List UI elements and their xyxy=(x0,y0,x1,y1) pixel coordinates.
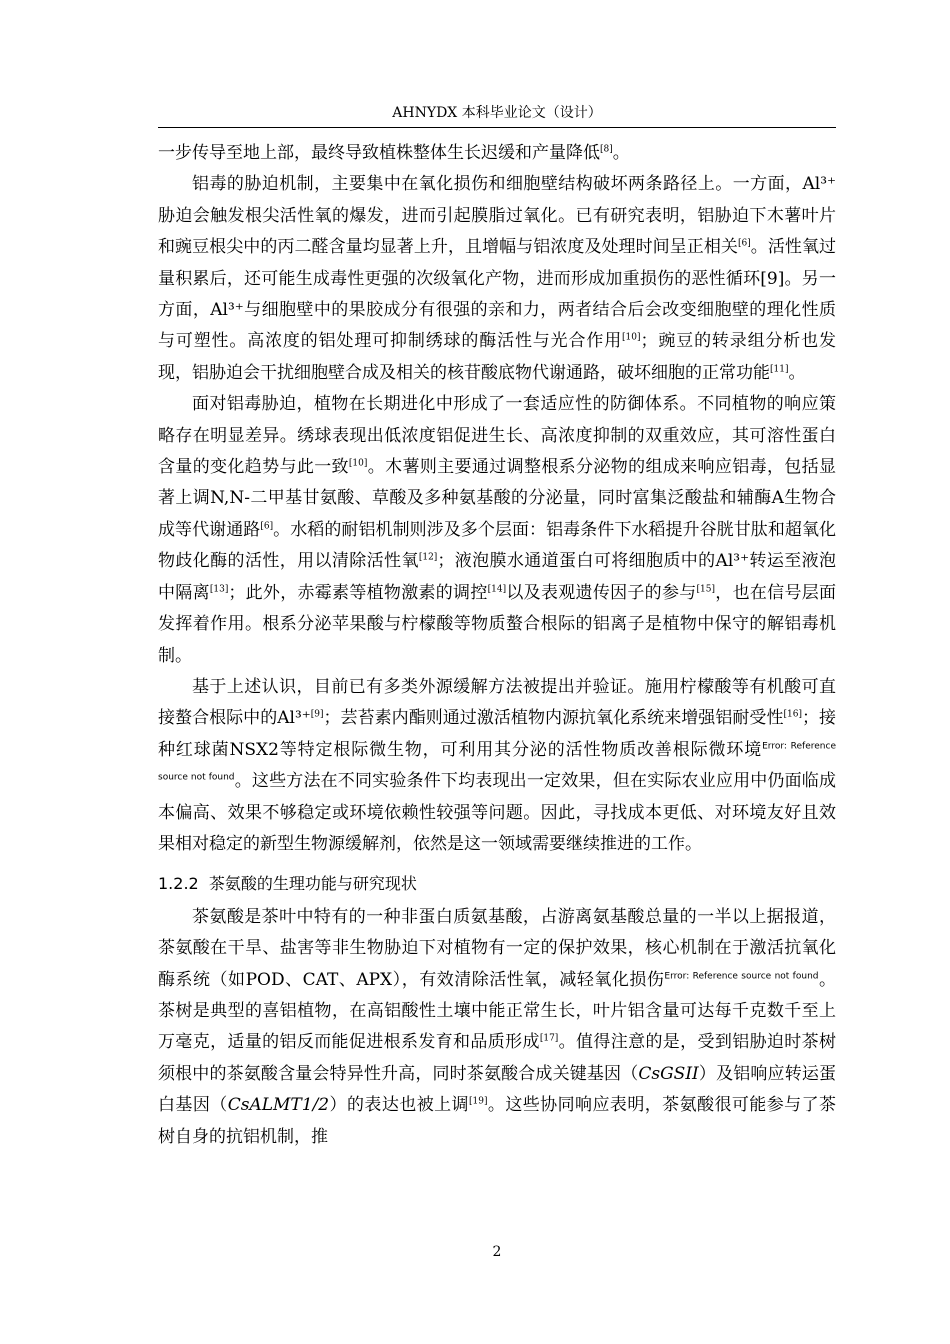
citation: [14] xyxy=(487,584,507,595)
paragraph-theanine: 茶氨酸是茶叶中特有的一种非蛋白质氨基酸，占游离氨基酸总量的一半以上据报道，茶氨酸在干旱、盐害等非生物胁迫下对植物有一定的保护效果，核心机制在于激活抗氧化酶系统（如POD、CAT、APX），有效清除活性氧，减轻氧化损伤$^{Error: Reference source not found}$。茶树是典型的喜铝植物，在高铝酸性土壤中能正常生长，叶片铝含量可达每千克数千至上万毫克，适量的铝反而能促进根系发育和品质形成[17]。值得注意的是，受到铝胁迫时茶树须根中的茶氨酸含量会特异性升高，同时茶氨酸合成关键基因（CsGSII）及铝响应转运蛋白基因（CsALMT1/2）的表达也被上调[19]。这些协同响应表明，茶氨酸很可能参与了茶树自身的抗铝机制，推 xyxy=(158,906,837,1147)
gene-name: CsALMT1/2 xyxy=(227,1095,330,1116)
page-number: 2 xyxy=(492,1244,502,1260)
citation: [10] xyxy=(348,458,368,469)
paragraph-mechanism: 铝毒的胁迫机制，主要集中在氧化损伤和细胞壁结构破坏两条路径上。一方面，Al³⁺胁迫会触发根尖活性氧的爆发，进而引起膜脂过氧化。已有研究表明，铝胁迫下木薯叶片和豌豆根尖中的丙二醛含量均显著上升，且增幅与铝浓度及处理时间呈正相关[6]。活性氧过量积累后，还可能生成毒性更强的次级氧化产物，进而形成加重损伤的恶性循环[9]。另一方面，Al³⁺与细胞壁中的果胶成分有很强的亲和力，两者结合后会改变细胞壁的理化性质与可塑性。高浓度的铝处理可抑制绣球的酶活性与光合作用[10]；豌豆的转录组分析也发现，铝胁迫会干扰细胞壁合成及相关的核苷酸底物代谢通路，破坏细胞的正常功能[11]。 xyxy=(158,174,837,383)
citation: [8] xyxy=(600,144,613,155)
section-title: 茶氨酸的生理功能与研究现状 xyxy=(208,874,417,894)
body-text xyxy=(158,138,836,1153)
gene-name: CsGSII xyxy=(638,1063,699,1084)
citation: [17] xyxy=(539,1033,559,1044)
reference-error: Error: Reference source not found xyxy=(664,970,819,981)
section-heading xyxy=(158,868,836,899)
reference-error: Error: Reference source not found xyxy=(158,741,836,783)
citation: [11] xyxy=(770,364,789,375)
header-rule xyxy=(158,127,836,128)
citation: [9] xyxy=(310,709,324,720)
paragraph-defense: 面对铝毒胁迫，植物在长期进化中形成了一套适应性的防御体系。不同植物的响应策略存在明显差异。绣球表现出低浓度铝促进生长、高浓度抑制的双重效应，其可溶性蛋白含量的变化趋势与此一致[10]。木薯则主要通过调整根系分泌物的组成来响应铝毒，包括显著上调N,N-二甲基甘氨酸、草酸及多种氨基酸的分泌量，同时富集泛酸盐和辅酶A生物合成等代谢通路[6]。水稻的耐铝机制则涉及多个层面：铝毒条件下水稻提升谷胱甘肽和超氧化物歧化酶的活性，用以清除活性氧[12]；液泡膜水通道蛋白可将细胞质中的Al³⁺转运至液泡中隔离[13]；此外，赤霉素等植物激素的调控[14]以及表观遗传因子的参与[15]，也在信号层面发挥着作用。根系分泌苹果酸与柠檬酸等物质螯合根际的铝离子是植物中保守的解铝毒机制。 xyxy=(158,394,837,666)
citation: [6] xyxy=(260,521,274,532)
citation: [16] xyxy=(783,709,802,720)
citation: [13] xyxy=(209,584,229,595)
paragraph-mitigation: 基于上述认识，目前已有多类外源缓解方法被提出并验证。施用柠檬酸等有机酸可直接螯合根际中的Al³⁺[9]；芸苔素内酯则通过激活植物内源抗氧化系统来增强铝耐受性[16]；接种红球菌NSX2等特定根际微生物，可利用其分泌的活性物质改善根际微环境$^{Error: Reference source not found}$。这些方法在不同实验条件下均表现出一定效果，但在实际农业应用中仍面临成本偏高、效果不够稳定或环境依赖性较强等问题。因此，寻找成本更低、对环境友好且效果相对稳定的新型生物源缓解剂，依然是这一领域需要继续推进的工作。 xyxy=(158,676,837,854)
citation: [6] xyxy=(737,238,751,249)
citation: [10] xyxy=(622,332,641,343)
running-header: AHNYDX 本科毕业论文（设计） xyxy=(392,105,602,121)
citation: [15] xyxy=(696,584,716,595)
citation: [19] xyxy=(468,1096,488,1107)
citation: [12] xyxy=(418,552,438,563)
paragraph-continuation: 一步传导至地上部，最终导致植株整体生长迟缓和产量降低[8]。 xyxy=(158,143,630,163)
section-number: 1.2.2 xyxy=(158,874,199,894)
